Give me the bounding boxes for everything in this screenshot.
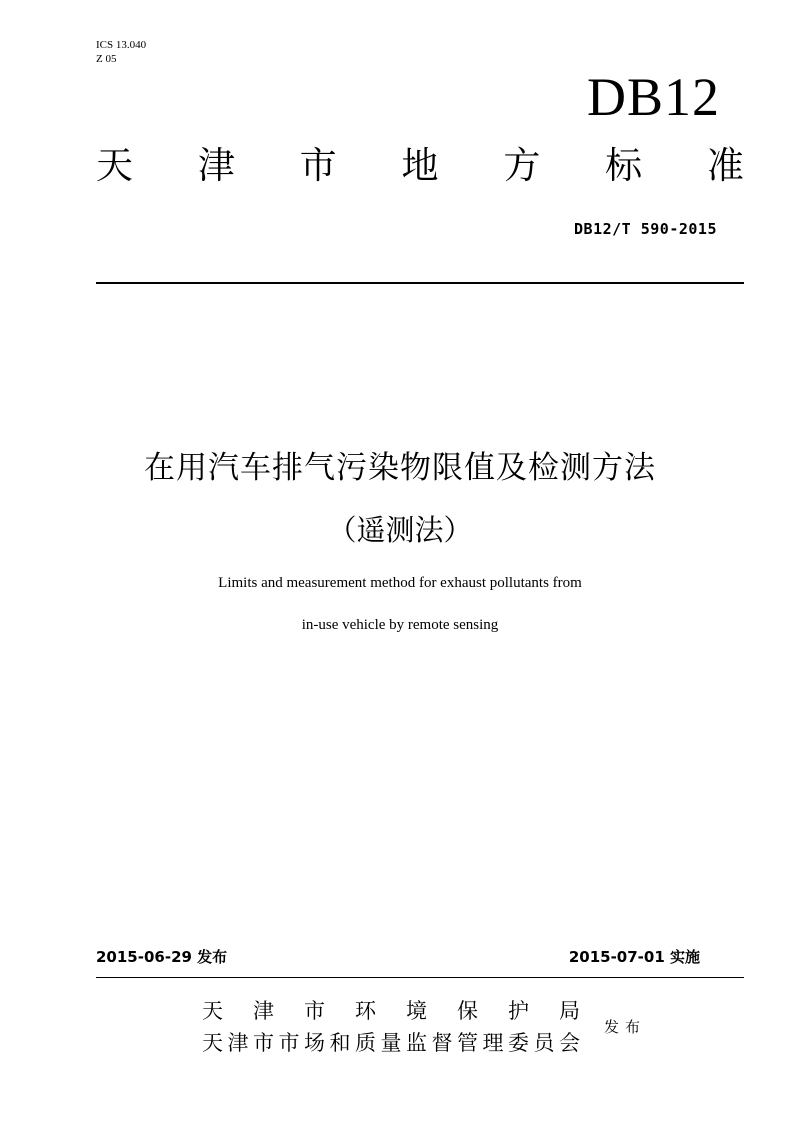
- issuer-char: 天: [202, 1031, 223, 1055]
- issuer-char: 员: [533, 1031, 555, 1055]
- issuer-char: 管: [457, 1031, 478, 1055]
- issuer-char: 监: [406, 1031, 427, 1055]
- issuer-char: 和: [329, 1031, 351, 1055]
- implementation-date: 2015-07-01 实施: [568, 948, 700, 966]
- issue-date: 2015-06-29 发布: [96, 948, 228, 966]
- issuer-char: 境: [406, 999, 427, 1023]
- issuer-char: 护: [508, 999, 529, 1023]
- document-title-zh: 在用汽车排气污染物限值及检测方法: [144, 450, 656, 486]
- issuer-char: 市: [253, 1031, 274, 1055]
- document-subtitle-zh: （遥测法）: [327, 513, 473, 547]
- issuer-char: 市: [278, 1031, 300, 1055]
- issuer-char: 环: [355, 999, 376, 1023]
- issuer-char: 量: [380, 1031, 402, 1055]
- standard-type-char: 准: [706, 144, 744, 187]
- standard-type-char: 天: [96, 144, 133, 187]
- publish-label: 发布: [604, 1018, 647, 1036]
- ics-code: ICS 13.040: [96, 39, 147, 51]
- issuer-char: 天: [202, 999, 223, 1023]
- issuer-char: 会: [559, 1031, 580, 1055]
- ccs-code: Z 05: [96, 53, 117, 65]
- standard-type-char: 市: [299, 144, 337, 187]
- standard-code: DB12: [586, 67, 720, 127]
- footer-divider: [96, 977, 744, 978]
- standard-type-heading: [96, 142, 744, 190]
- classification-codes: [96, 38, 146, 66]
- issuer-char: 督: [431, 1031, 453, 1055]
- issuer-char: 保: [457, 999, 478, 1023]
- document-title-en-line2: in-use vehicle by remote sensing: [301, 617, 499, 633]
- standard-type-char: 方: [503, 144, 541, 187]
- issuer-char: 质: [355, 1031, 376, 1055]
- standard-number: DB12/T 590-2015: [574, 220, 717, 238]
- issuer-char: 津: [227, 1031, 249, 1055]
- issuer-char: 市: [304, 999, 325, 1023]
- standard-type-char: 地: [401, 144, 439, 187]
- header-divider: [96, 282, 744, 284]
- issuer-char: 场: [304, 1031, 325, 1055]
- issuer-char: 津: [253, 999, 274, 1023]
- issuer-line-2: [202, 1028, 580, 1058]
- document-title-en-line1: Limits and measurement method for exhaust pollutants from: [218, 575, 582, 591]
- standard-type-char: 津: [197, 144, 235, 187]
- issuer-char: 理: [482, 1031, 504, 1055]
- issuer-char: 委: [508, 1031, 529, 1055]
- issuer-line-1: [202, 996, 580, 1026]
- standard-type-char: 标: [605, 144, 643, 187]
- issuer-char: 局: [559, 999, 580, 1023]
